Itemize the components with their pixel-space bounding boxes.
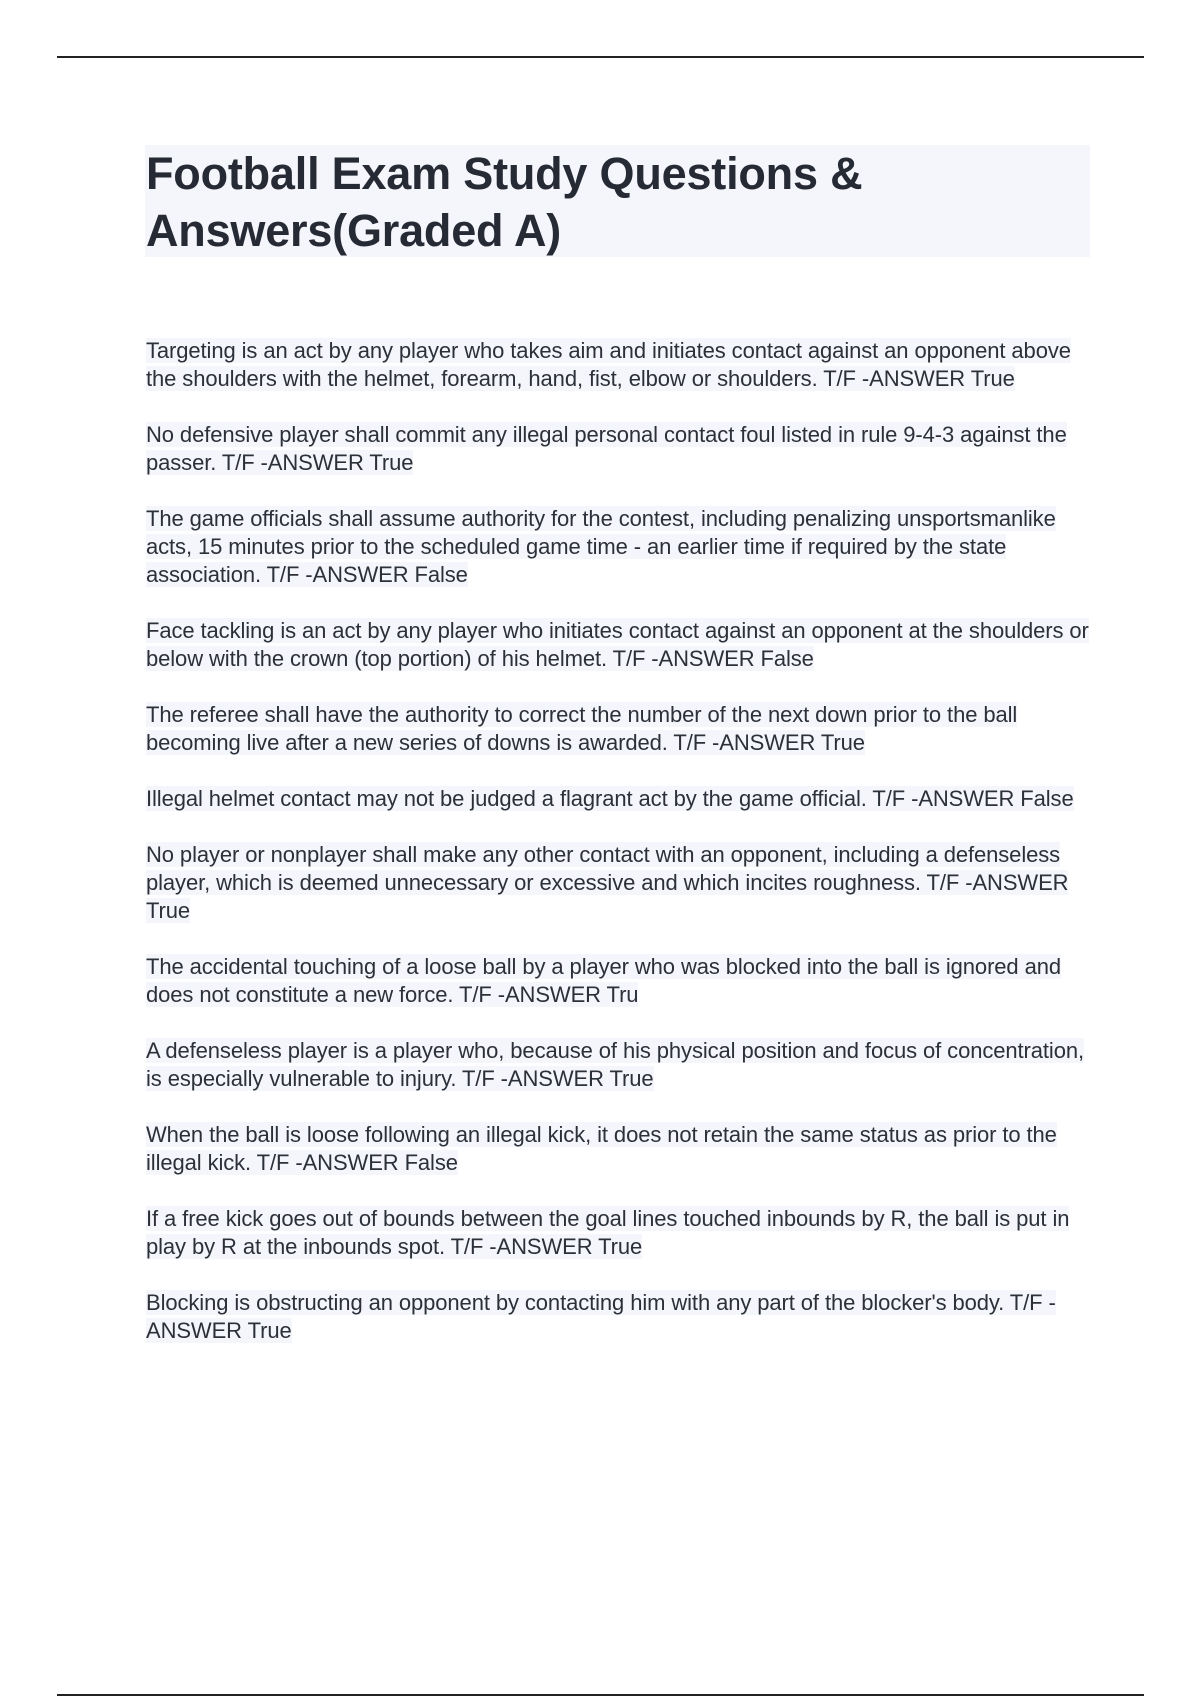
qa-item-text: The accidental touching of a loose ball by a player who was blocked into the ball is ignored and does not constitute a new force. T/F -ANSWER Tru [146, 954, 1061, 1007]
bottom-rule [57, 1694, 1144, 1696]
qa-item-text: If a free kick goes out of bounds between the goal lines touched inbounds by R, the ball is put in play by R at the inbounds spot. T/F -ANSWER True [146, 1206, 1070, 1259]
qa-item-8 [146, 953, 1091, 1009]
qa-item-3 [146, 505, 1091, 589]
qa-item-9 [146, 1037, 1091, 1093]
qa-item-5 [146, 701, 1091, 757]
qa-item-12 [146, 1289, 1091, 1345]
qa-item-text: Illegal helmet contact may not be judged a flagrant act by the game official. T/F -ANSWER False [146, 786, 1074, 811]
qa-item-1 [146, 337, 1091, 393]
qa-item-text: The game officials shall assume authority for the contest, including penalizing unsportsmanlike acts, 15 minutes prior to the scheduled game time - an earlier time if required by the state association. T/F -ANSWER False [146, 506, 1056, 587]
qa-item-11 [146, 1205, 1091, 1261]
qa-list [146, 337, 1091, 1373]
qa-item-6 [146, 785, 1091, 813]
top-rule [57, 56, 1144, 58]
qa-item-text: No defensive player shall commit any illegal personal contact foul listed in rule 9-4-3 against the passer. T/F -ANSWER True [146, 422, 1067, 475]
document-title: Football Exam Study Questions & Answers(Graded A) [146, 148, 863, 256]
qa-item-2 [146, 421, 1091, 477]
qa-item-10 [146, 1121, 1091, 1177]
qa-item-text: No player or nonplayer shall make any other contact with an opponent, including a defenseless player, which is deemed unnecessary or excessive and which incites roughness. T/F -ANSWER True [146, 842, 1069, 923]
qa-item-4 [146, 617, 1091, 673]
qa-item-text: A defenseless player is a player who, because of his physical position and focus of concentration, is especially vulnerable to injury. T/F -ANSWER True [146, 1038, 1084, 1091]
qa-item-text: When the ball is loose following an illegal kick, it does not retain the same status as prior to the illegal kick. T/F -ANSWER False [146, 1122, 1057, 1175]
qa-item-text: The referee shall have the authority to correct the number of the next down prior to the ball becoming live after a new series of downs is awarded. T/F -ANSWER True [146, 702, 1018, 755]
qa-item-text: Blocking is obstructing an opponent by contacting him with any part of the blocker's body. T/F -ANSWER True [146, 1290, 1056, 1343]
qa-item-text: Face tackling is an act by any player who initiates contact against an opponent at the shoulders or below with the crown (top portion) of his helmet. T/F -ANSWER False [146, 618, 1089, 671]
qa-item-7 [146, 841, 1091, 925]
qa-item-text: Targeting is an act by any player who takes aim and initiates contact against an opponent above the shoulders with the helmet, forearm, hand, fist, elbow or shoulders. T/F -ANSWER True [146, 338, 1071, 391]
